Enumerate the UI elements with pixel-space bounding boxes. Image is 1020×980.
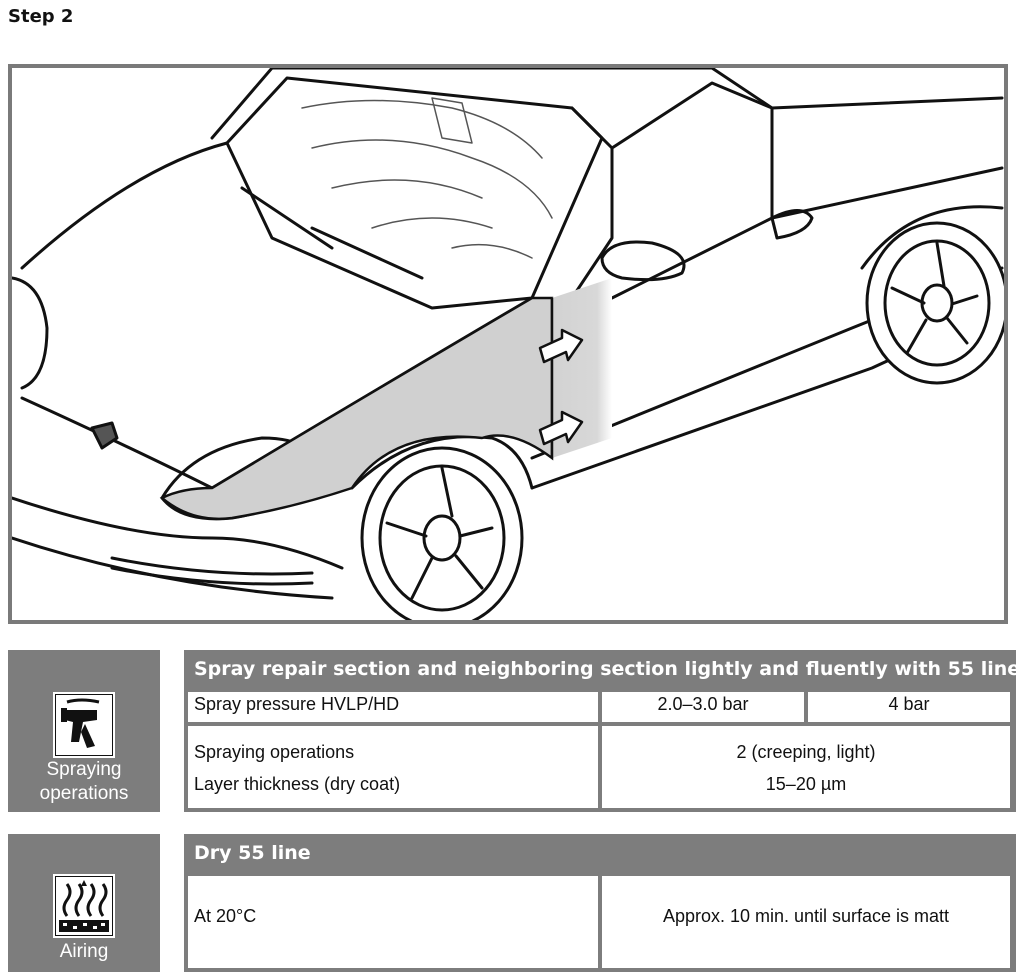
airing-tile	[8, 834, 160, 972]
spray-gun-icon	[53, 692, 115, 758]
spraying-operations-tile	[8, 650, 160, 812]
spraying-label-line2: operations	[39, 783, 129, 804]
airing-condition-cell	[188, 876, 598, 968]
spraying-operations-label	[8, 758, 160, 806]
step-title: Step 2	[8, 6, 74, 27]
spray-panel-header: Spray repair section and neighboring section lightly and fluently with 55 line	[194, 658, 1020, 680]
airing-heat-icon	[53, 874, 115, 938]
spray-details-label-cell	[188, 726, 598, 808]
spray-panel	[184, 650, 1020, 812]
airing-result-value: Approx. 10 min. until surface is matt	[662, 906, 950, 926]
spray-pressure-label: Spray pressure HVLP/HD	[194, 694, 400, 714]
spray-pressure-hvlp-value: 2.0–3.0 bar	[657, 694, 749, 714]
spray-pressure-hd-cell	[808, 692, 1010, 722]
airing-result-cell	[602, 876, 1010, 968]
spraying-label-line1: Spraying	[46, 759, 122, 780]
spray-pressure-label-cell	[188, 692, 598, 722]
spray-pressure-hvlp-cell	[602, 692, 804, 722]
spraying-operations-value: 2 (creeping, light)	[736, 742, 876, 762]
airing-label: Airing	[59, 941, 109, 962]
airing-panel	[184, 834, 1016, 972]
spray-details-value-cell	[602, 726, 1010, 808]
layer-thickness-value: 15–20 µm	[765, 774, 847, 794]
car-drawing	[12, 68, 1004, 620]
spraying-operations-row-label: Spraying operations	[194, 742, 355, 762]
airing-panel-header: Dry 55 line	[194, 842, 311, 864]
car-illustration	[8, 64, 1008, 624]
layer-thickness-row-label: Layer thickness (dry coat)	[194, 774, 401, 794]
spray-pressure-hd-value: 4 bar	[888, 694, 930, 714]
airing-condition-label: At 20°C	[194, 906, 257, 926]
